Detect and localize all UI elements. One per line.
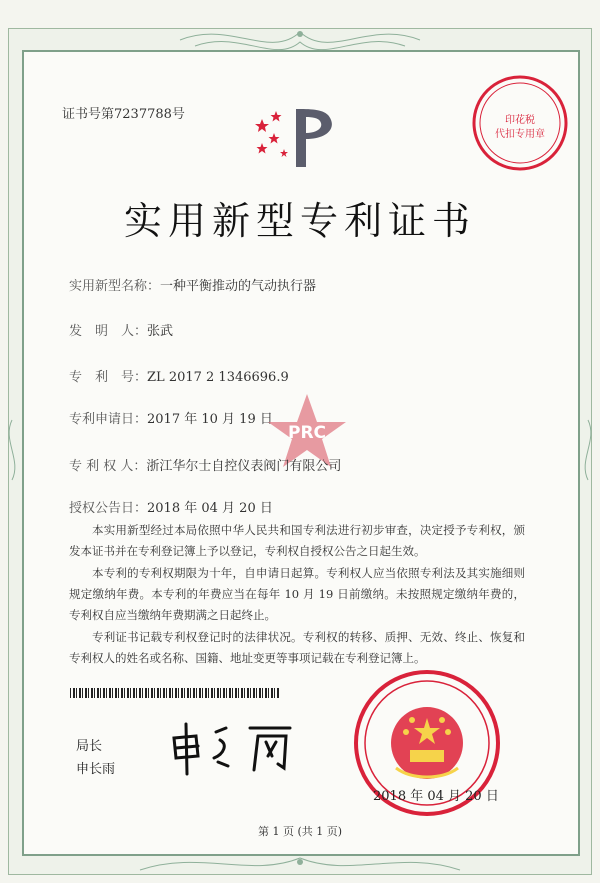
tax-seal-line2: 代扣专用章 — [495, 129, 545, 140]
inventor-value: 张武 — [147, 324, 174, 339]
application-date-label: 专利申请日： — [69, 412, 148, 427]
tax-seal — [470, 73, 570, 173]
seal-date: 2018 年 04 月 20 日 — [373, 789, 499, 804]
utility-model-name-row — [69, 275, 316, 294]
application-date-value: 2017 年 10 月 19 日 — [147, 412, 273, 427]
page-footer: 第 1 页 (共 1 页) — [257, 825, 343, 838]
inventor-label: 发 明 人： — [69, 324, 148, 339]
certificate-number-suffix: 号 — [171, 107, 185, 122]
inventor-row — [69, 320, 173, 339]
patent-number-row — [69, 366, 289, 385]
application-date-row — [69, 408, 273, 427]
tax-seal-line1: 印花税 — [505, 115, 535, 126]
director-title: 局长 — [76, 739, 103, 754]
prc-watermark-text: PRC — [287, 423, 327, 443]
utility-model-name-value: 一种平衡推动的气动执行器 — [160, 279, 317, 294]
grant-date-label: 授权公告日： — [69, 501, 148, 516]
patentee-label: 专 利 权 人： — [69, 459, 147, 474]
handwritten-signature — [168, 718, 308, 778]
paragraph-legal-status: 专利证书记载专利权登记时的法律状况。专利权的转移、质押、无效、终止、恢复和专利权人的姓名或名称、国籍、地址变更等事项记载在专利登记簿上。 — [69, 630, 525, 665]
certificate-title: 实用新型专利证书 — [123, 199, 476, 243]
certificate-number-value: 7237788 — [114, 107, 172, 122]
certificate-number — [62, 103, 185, 122]
director-name: 申长雨 — [76, 762, 116, 777]
utility-model-name-label: 实用新型名称： — [69, 279, 161, 294]
paragraph-grant: 本实用新型经过本局依照中华人民共和国专利法进行初步审查，决定授予专利权，颁发本证书并在专利登记簿上予以登记，专利权自授权公告之日起生效。 — [69, 523, 525, 558]
certificate-number-label: 证书号第 — [62, 107, 115, 122]
barcode — [70, 688, 280, 698]
patent-number-value: ZL 2017 2 1346696.9 — [147, 370, 289, 385]
grant-date-value: 2018 年 04 月 20 日 — [147, 501, 273, 516]
patentee-row — [69, 455, 341, 474]
patent-number-label: 专 利 号： — [69, 370, 148, 385]
patent-office-logo — [248, 103, 348, 173]
patentee-value: 浙江华尔士自控仪表阀门有限公司 — [146, 459, 342, 474]
paragraph-term: 本专利的专利权期限为十年，自申请日起算。专利权人应当依照专利法及其实施细则规定缴纳年费。本专利的年费应当在每年 10 月 19 日前缴纳。未按照规定缴纳年费的，专利权自应当缴纳年费期满之日起终止。 — [69, 566, 525, 622]
grant-date-row — [69, 497, 273, 516]
